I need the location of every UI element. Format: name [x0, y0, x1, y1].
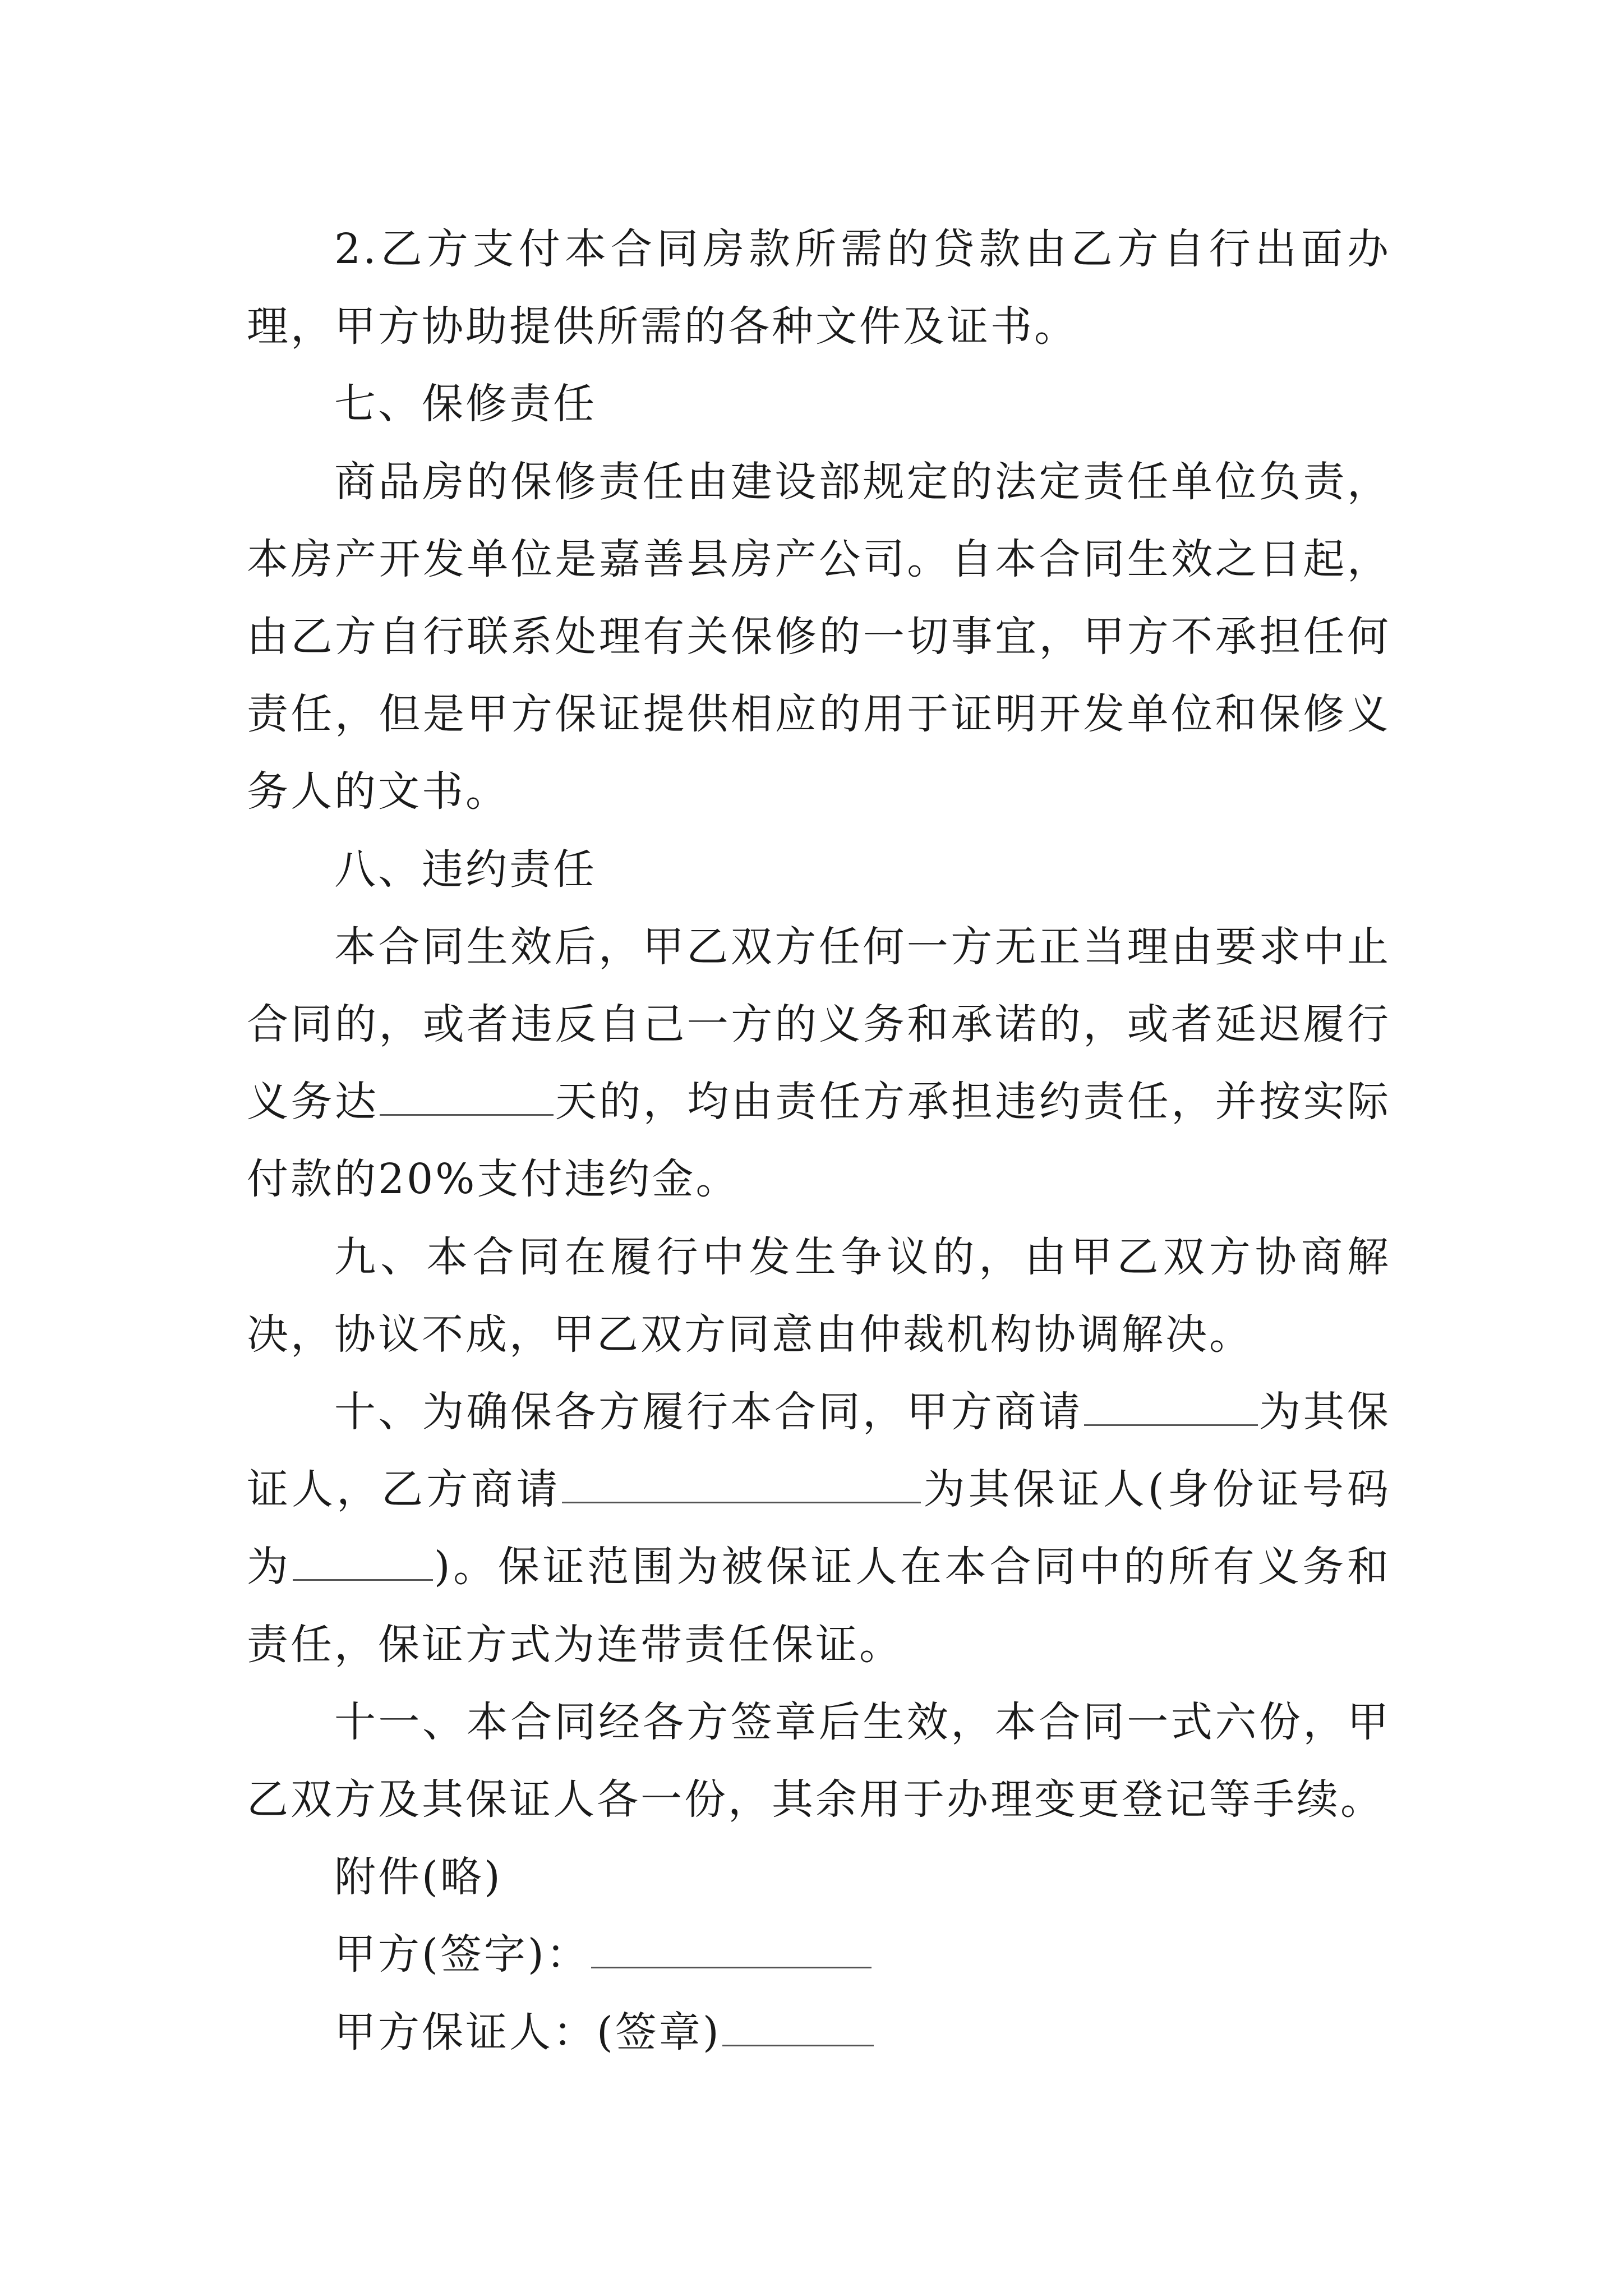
clause-breach-text-a: 本合同生效后，甲乙双方任何一方无正当理由要求中止合同的，或者违反自己一方的义务和承诺的，或者延迟履行义务达 — [247, 922, 1391, 1126]
clause-guarantor-text-c: 为其保证人(身份证号码为 — [247, 1465, 1391, 1591]
party-a-signature-line — [247, 1916, 1391, 1993]
attachment-line: 附件(略) — [334, 1853, 502, 1902]
clause-6-2: 2.乙方支付本合同房款所需的贷款由乙方自行出面办理，甲方协助提供所需的各种文件及证书。 — [247, 225, 1391, 351]
clause-warranty: 商品房的保修责任由建设部规定的法定责任单位负责，本房产开发单位是嘉善县房产公司。自本合同生效之日起，由乙方自行联系处理有关保修的一切事宜，甲方不承担任何责任，但是甲方保证提供相应的用于证明开发单位和保修义务人的文书。 — [247, 457, 1391, 816]
document-body — [247, 210, 1391, 2071]
party-a-guarantor-line — [247, 1994, 1391, 2071]
party-a-signature-blank[interactable] — [591, 1929, 872, 1968]
clause-dispute: 九、本合同在履行中发生争议的，由甲乙双方协商解决，协议不成，甲乙双方同意由仲裁机构协调解决。 — [247, 1232, 1391, 1359]
id-number-blank[interactable] — [293, 1541, 433, 1581]
days-blank[interactable] — [380, 1076, 554, 1116]
party-b-guarantor-blank[interactable] — [562, 1464, 921, 1503]
clause-breach-text-b: 天的，均由责任方承担违约责任，并按实际付款的20%支付违约金。 — [247, 1078, 1391, 1204]
heading-warranty: 七、保修责任 — [334, 380, 597, 429]
clause-guarantor-text-b: 为其保证人，乙方商请 — [247, 1388, 1391, 1514]
clause-breach — [247, 908, 1391, 1218]
clause-guarantor — [247, 1373, 1391, 1683]
clause-effective: 十一、本合同经各方签章后生效，本合同一式六份，甲乙双方及其保证人各一份，其余用于办理变更登记等手续。 — [247, 1697, 1391, 1824]
party-a-guarantor-label: 甲方保证人：(签章) — [334, 2008, 721, 2056]
party-a-signature-label: 甲方(签字)： — [334, 1930, 590, 1979]
party-a-guarantor-seal-blank[interactable] — [722, 2007, 874, 2046]
clause-guarantor-text-a: 十、为确保各方履行本合同，甲方商请 — [334, 1388, 1083, 1437]
clause-guarantor-text-d: )。保证范围为被保证人在本合同中的所有义务和责任，保证方式为连带责任保证。 — [247, 1543, 1391, 1669]
heading-breach: 八、违约责任 — [334, 845, 597, 894]
party-a-guarantor-blank[interactable] — [1084, 1386, 1258, 1426]
